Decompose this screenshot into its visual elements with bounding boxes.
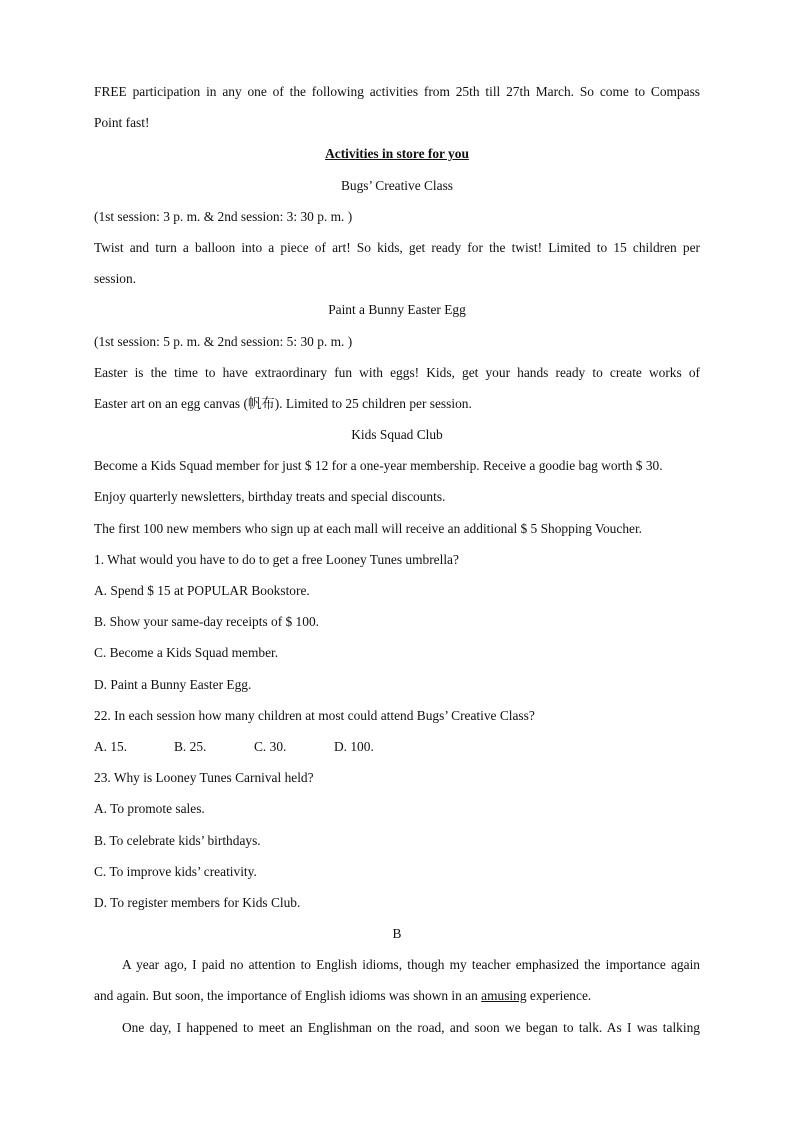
intro-line-1: FREE participation in any one of the following activities from 25th till 27th March. So come to Compass	[94, 84, 700, 99]
document-page	[94, 76, 700, 1043]
question-stem: 22. In each session how many children at most could attend Bugs’ Creative Class?	[94, 707, 535, 723]
question-option: D. Paint a Bunny Easter Egg.	[94, 676, 252, 692]
club-title: Kids Squad Club	[351, 427, 443, 443]
activity-desc-line-1: Easter is the time to have extraordinary fun with eggs! Kids, get your hands ready to create works of	[94, 364, 700, 380]
question-options-row	[94, 731, 700, 762]
club-line-2: Enjoy quarterly newsletters, birthday treats and special discounts.	[94, 489, 446, 505]
question-option: D. 100.	[334, 738, 374, 754]
activity-title: Paint a Bunny Easter Egg	[328, 302, 466, 318]
question-option: A. To promote sales.	[94, 801, 205, 817]
passage-b-p1-line-1: A year ago, I paid no attention to English idioms, though my teacher emphasized the importance again	[122, 957, 700, 973]
intro-line-2: Point fast!	[94, 115, 150, 131]
activity-desc-line-1: Twist and turn a balloon into a piece of art! So kids, get ready for the twist! Limited to 15 children per	[94, 239, 700, 255]
question-option: A. Spend $ 15 at POPULAR Bookstore.	[94, 583, 310, 598]
activity-sessions: (1st session: 5 p. m. & 2nd session: 5: 30 p. m. )	[94, 333, 353, 349]
text-segment: and again. But soon, the importance of English idioms was shown in an	[94, 988, 482, 1004]
underlined-word: amusing	[481, 988, 527, 1004]
activity-desc-line-2: Easter art on an egg canvas (帆布). Limited to 25 children per session.	[94, 395, 472, 411]
question-option: A. 15.	[94, 738, 128, 754]
activity-title: Bugs’ Creative Class	[340, 177, 454, 193]
question-stem: 1. What would you have to do to get a free Looney Tunes umbrella?	[94, 551, 459, 567]
question-option: D. To register members for Kids Club.	[94, 894, 301, 910]
heading-text: Activities in store for you	[325, 146, 469, 162]
passage-b-p1-line-2	[94, 980, 700, 1011]
question-option: B. To celebrate kids’ birthdays.	[94, 832, 261, 848]
question-stem: 23. Why is Looney Tunes Carnival held?	[94, 770, 314, 786]
club-line-3: The first 100 new members who sign up at each mall will receive an additional $ 5 Shopping Voucher.	[94, 520, 643, 536]
text-segment: experience.	[526, 988, 592, 1004]
passage-b-p2-line-1: One day, I happened to meet an Englishman on the road, and soon we began to talk. As I was talking	[122, 1019, 700, 1035]
passage-b-label: B	[392, 926, 402, 942]
section-heading	[94, 138, 700, 169]
club-line-1: Become a Kids Squad member for just $ 12 for a one-year membership. Receive a goodie bag worth $ 30.	[94, 458, 663, 474]
activity-sessions: (1st session: 3 p. m. & 2nd session: 3: 30 p. m. )	[94, 208, 353, 224]
question-option: C. To improve kids’ creativity.	[94, 863, 257, 879]
question-option: C. Become a Kids Squad member.	[94, 645, 279, 661]
question-option: B. Show your same-day receipts of $ 100.	[94, 614, 319, 630]
question-option: C. 30.	[254, 738, 287, 754]
activity-desc-line-2: session.	[94, 271, 137, 287]
question-option: B. 25.	[174, 738, 207, 754]
